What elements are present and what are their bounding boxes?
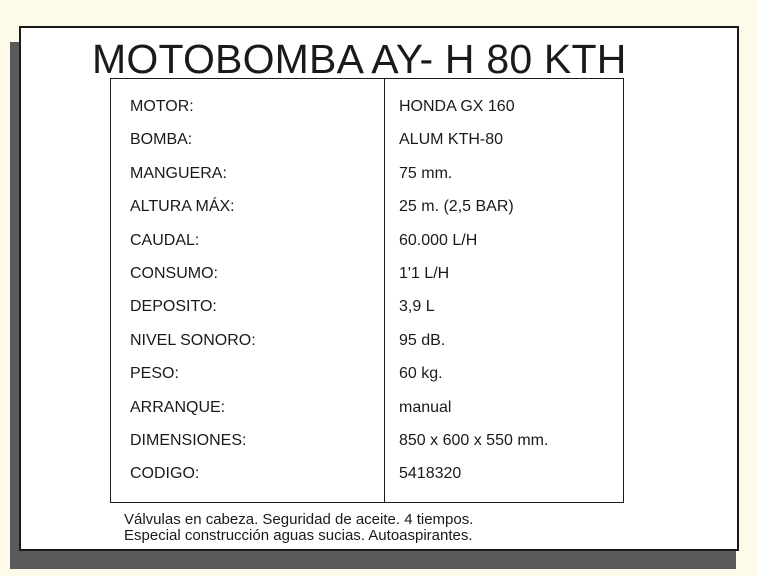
spec-label: DIMENSIONES: <box>130 432 247 449</box>
column-divider <box>384 79 385 502</box>
spec-value: 75 mm. <box>399 165 453 182</box>
spec-value: 60.000 L/H <box>399 232 478 249</box>
spec-value: 1'1 L/H <box>399 265 450 282</box>
spec-label: MANGUERA: <box>130 165 227 182</box>
spec-label: MOTOR: <box>130 98 194 115</box>
footer-line-1: Válvulas en cabeza. Seguridad de aceite. 4 tiempos. <box>124 511 474 528</box>
spec-value: HONDA GX 160 <box>399 98 515 115</box>
spec-value: ALUM KTH-80 <box>399 131 504 148</box>
spec-table <box>110 78 624 503</box>
spec-value: 3,9 L <box>399 298 435 315</box>
product-title: MOTOBOMBA AY- H 80 KTH <box>92 36 627 82</box>
spec-label: CAUDAL: <box>130 232 200 249</box>
spec-value: 60 kg. <box>399 365 443 382</box>
spec-value: 25 m. (2,5 BAR) <box>399 198 514 215</box>
spec-label: DEPOSITO: <box>130 298 217 315</box>
spec-value: 95 dB. <box>399 332 446 349</box>
spec-label: BOMBA: <box>130 131 193 148</box>
spec-label: CODIGO: <box>130 465 200 482</box>
spec-label: CONSUMO: <box>130 265 218 282</box>
spec-card <box>19 26 739 551</box>
spec-value: 5418320 <box>399 465 462 482</box>
spec-value: 850 x 600 x 550 mm. <box>399 432 549 449</box>
spec-label: ARRANQUE: <box>130 399 226 416</box>
spec-label: NIVEL SONORO: <box>130 332 256 349</box>
spec-label: ALTURA MÁX: <box>130 198 235 215</box>
footer-notes <box>124 512 473 544</box>
spec-value: manual <box>399 399 452 416</box>
spec-label: PESO: <box>130 365 179 382</box>
footer-line-2: Especial construcción aguas sucias. Autoaspirantes. <box>124 527 473 544</box>
